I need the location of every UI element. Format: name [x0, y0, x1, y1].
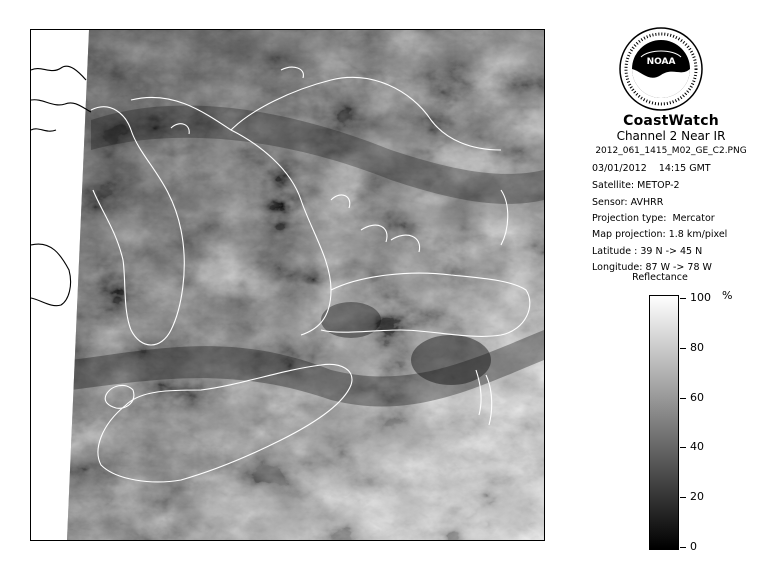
colorbar-tick [680, 547, 686, 548]
reflectance-colorbar [649, 295, 679, 550]
projection-type-label: Projection type: Mercator [592, 213, 715, 224]
channel-label: Channel 2 Near IR [616, 129, 726, 143]
colorbar-tick-label: 80 [690, 340, 704, 354]
colorbar-tick-label: 100 [690, 291, 711, 304]
latitude-label: Latitude : 39 N -> 45 N [592, 246, 703, 257]
sensor-label: Sensor: AVHRR [592, 197, 664, 208]
noaa-logo [619, 27, 703, 111]
filename-label: 2012_061_1415_M02_GE_C2.PNG [595, 146, 747, 156]
map-projection-label: Map projection: 1.8 km/pixel [592, 229, 728, 240]
satellite-image-panel [30, 29, 545, 541]
noaa-logo-text: NOAA [646, 57, 676, 67]
reflectance-imagery [31, 30, 544, 540]
colorbar-tick-label: 40 [690, 440, 704, 454]
date-time-label: 03/01/2012 14:15 GMT [592, 163, 711, 174]
colorbar-tick-label: 60 [690, 390, 704, 404]
colorbar-tick [680, 348, 686, 349]
colorbar-tick-label: 20 [690, 490, 704, 504]
satellite-map [31, 30, 544, 540]
longitude-label: Longitude: 87 W -> 78 W [592, 262, 712, 273]
colorbar-tick [680, 398, 686, 399]
satellite-label: Satellite: METOP-2 [592, 180, 680, 191]
product-title: CoastWatch [623, 113, 719, 129]
colorbar-tick [680, 298, 686, 299]
colorbar-tick-label: 0 [690, 540, 697, 553]
colorbar-tick [680, 497, 686, 498]
colorbar-tick [680, 447, 686, 448]
legend-unit: % [722, 289, 733, 302]
legend-title: Reflectance [632, 272, 688, 283]
